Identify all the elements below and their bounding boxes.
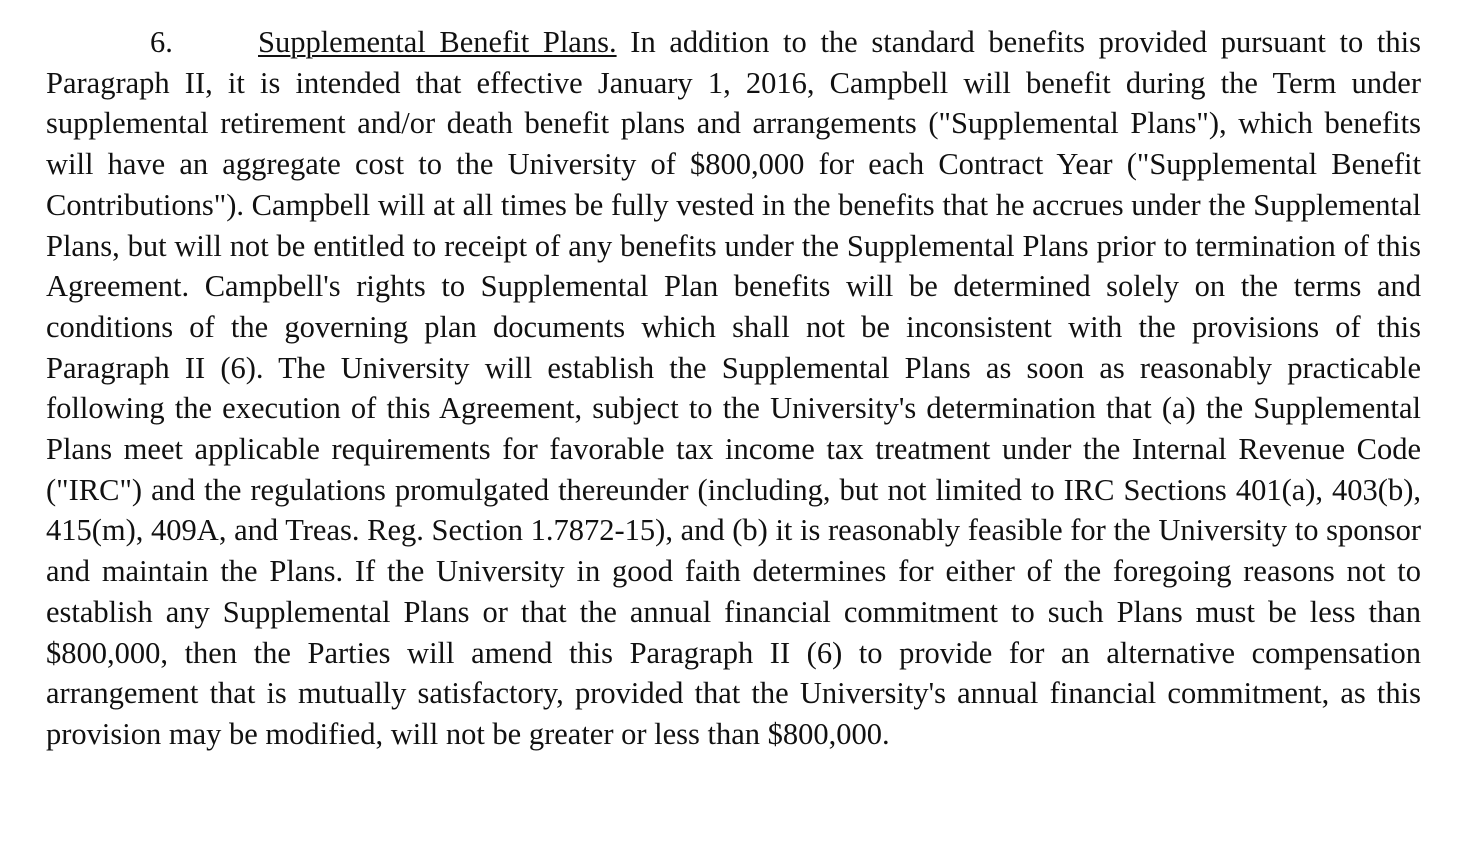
document-page <box>46 22 1421 755</box>
paragraph-6 <box>46 22 1421 755</box>
paragraph-body: In addition to the standard benefits provided pursuant to this Paragraph II, it is intended that effective January 1, 2016, Campbell will benefit during the Term under supplemental retirement and/or death benefit plans and arrangements ("Supplemental Plans"), which benefits will have an aggregate cost to the University of $800,000 for each Contract Year ("Supplemental Benefit Contributions"). Campbell will at all times be fully vested in the benefits that he accrues under the Supplemental Plans, but will not be entitled to receipt of any benefits under the Supplemental Plans prior to termination of this Agreement. Campbell's rights to Supplemental Plan benefits will be determined solely on the terms and conditions of the governing plan documents which shall not be inconsistent with the provisions of this Paragraph II (6). The University will establish the Supplemental Plans as soon as reasonably practicable following the execution of this Agreement, subject to the University's determination that (a) the Supplemental Plans meet applicable requirements for favorable tax income tax treatment under the Internal Revenue Code ("IRC") and the regulations promulgated thereunder (including, but not limited to IRC Sections 401(a), 403(b), 415(m), 409A, and Treas. Reg. Section 1.7872-15), and (b) it is reasonably feasible for the University to sponsor and maintain the Plans. If the University in good faith determines for either of the foregoing reasons not to establish any Supplemental Plans or that the annual financial commitment to such Plans must be less than $800,000, then the Parties will amend this Paragraph II (6) to provide for an alternative compensation arrangement that is mutually satisfactory, provided that the University's annual financial commitment, as this provision may be modified, will not be greater or less than $800,000. <box>46 25 1421 751</box>
paragraph-heading: Supplemental Benefit Plans. <box>258 25 617 59</box>
paragraph-number: 6. <box>150 25 173 59</box>
